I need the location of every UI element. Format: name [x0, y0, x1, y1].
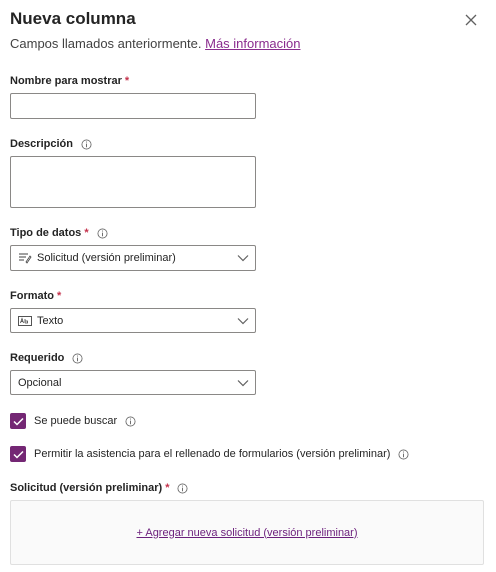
display-name-label [10, 75, 129, 87]
required-asterisk: * [57, 290, 62, 302]
checkmark-icon [13, 450, 24, 459]
text-format-icon [18, 315, 32, 327]
required-label [10, 352, 83, 364]
info-icon[interactable] [177, 483, 188, 494]
format-dropdown[interactable] [10, 308, 256, 333]
checkmark-icon [13, 417, 24, 426]
prompt-area [10, 500, 484, 565]
description-label-text: Descripción [10, 138, 73, 150]
required-asterisk: * [84, 227, 89, 239]
info-icon[interactable] [97, 228, 108, 239]
prompt-section-label [10, 482, 188, 494]
searchable-checkbox[interactable] [10, 413, 26, 429]
info-icon[interactable] [125, 416, 136, 427]
info-icon[interactable] [398, 449, 409, 460]
required-asterisk: * [165, 482, 170, 494]
fill-assist-label: Permitir la asistencia para el rellenado de formularios (versión preliminar) [34, 448, 391, 460]
chevron-down-icon [237, 379, 249, 387]
prompt-section-label-text: Solicitud (versión preliminar) [10, 482, 163, 494]
required-label-text: Requerido [10, 352, 65, 364]
data-type-label [10, 227, 108, 239]
format-label [10, 290, 61, 302]
add-prompt-link[interactable]: + Agregar nueva solicitud (versión preliminar) [136, 526, 358, 539]
display-name-input[interactable] [10, 93, 256, 119]
chevron-down-icon [237, 317, 249, 325]
subtitle-text: Campos llamados anteriormente. [10, 36, 202, 51]
close-icon[interactable] [463, 12, 479, 28]
description-textarea[interactable] [10, 156, 256, 208]
format-value: Texto [37, 314, 64, 327]
fill-assist-checkbox[interactable] [10, 446, 26, 462]
description-label [10, 138, 92, 150]
data-type-label-text: Tipo de datos [10, 227, 82, 239]
required-dropdown[interactable] [10, 370, 256, 395]
data-type-value: Solicitud (versión preliminar) [37, 252, 176, 264]
searchable-option [10, 413, 136, 429]
display-name-label-text: Nombre para mostrar [10, 75, 122, 87]
info-icon[interactable] [72, 353, 83, 364]
data-type-dropdown[interactable] [10, 245, 256, 271]
required-value: Opcional [18, 376, 62, 389]
panel-subtitle [10, 36, 300, 51]
format-label-text: Formato [10, 290, 54, 302]
fill-assist-option [10, 446, 409, 462]
prompt-icon [18, 252, 32, 264]
required-asterisk: * [124, 75, 130, 87]
panel-title: Nueva columna [10, 9, 136, 28]
learn-more-link[interactable]: Más información [205, 36, 301, 51]
searchable-label: Se puede buscar [34, 415, 118, 427]
info-icon[interactable] [81, 139, 92, 150]
chevron-down-icon [237, 254, 249, 262]
